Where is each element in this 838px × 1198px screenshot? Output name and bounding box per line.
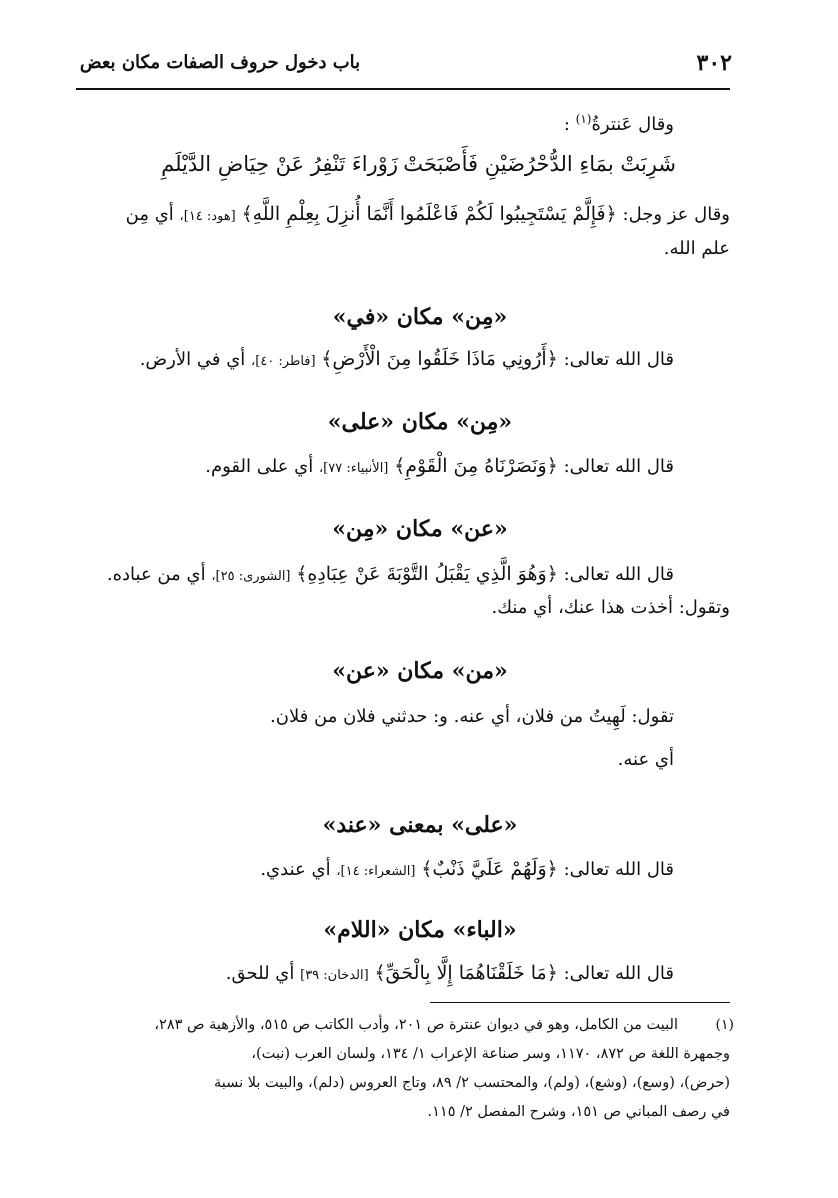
quote-prefix: وقال عز وجل: [622, 204, 730, 225]
quote-suffix: أي للحق. [225, 963, 295, 984]
section-heading: «مِن» مكان «في» [332, 304, 508, 330]
poet-line [564, 112, 674, 135]
section-heading: «من» مكان «عن» [332, 658, 508, 684]
section-heading: «عن» مكان «مِن» [332, 516, 508, 542]
verse-hemistich-second: زَوْراءَ تَنْفِرُ عَنْ حِيَاضِ الدَّيْلَمِ [161, 152, 398, 176]
quran-reference: [هود: ١٤]، [179, 209, 236, 224]
section-text [107, 563, 674, 585]
quote-suffix: أي على القوم. [205, 456, 314, 477]
verse-hemistich-first: شَرِبَتْ بمَاءِ الدُّحْرُضَيْنِ فَأَصْبَحَتْ [403, 152, 676, 176]
header-divider [76, 88, 730, 90]
quote-line-2: علم الله. [663, 238, 730, 259]
quran-reference: [فاطر: ٤٠]، [251, 354, 316, 369]
section-line: أي عنه. [617, 749, 674, 770]
quran-quote: ﴿فَإِلَّمْ يَسْتَجِيبُوا لَكُمْ فَاعْلَمُوا أَنَّمَا أُنزِلَ بِعِلْمِ اللَّهِ﴾ [241, 203, 617, 225]
section-line: تقول: لَهِيتُ من فلان، أي عنه. و: حدثني فلان من فلان. [270, 706, 674, 727]
footnote-number: (١) [715, 1017, 734, 1033]
quran-reference: [الشورى: ٢٥]، [211, 569, 291, 584]
quran-quote: ﴿أَرُونِي مَاذَا خَلَقُوا مِنَ الْأَرْضِ﴾ [321, 348, 558, 370]
footnote-line: وجمهرة اللغة ص ٨٧٢، ١١٧٠، وسر صناعة الإعراب ١/ ١٣٤، ولسان العرب (نبت)، [251, 1046, 730, 1062]
quote-prefix: قال الله تعالى: [563, 859, 674, 880]
quote-suffix: أي مِن [125, 204, 174, 225]
footnote-line: في رصف المباني ص ١٥١، وشرح المفصل ٢/ ١١٥. [427, 1104, 730, 1120]
quran-reference: [الشعراء: ١٤]، [336, 864, 416, 879]
section-text [140, 348, 674, 370]
quote-prefix: قال الله تعالى: [563, 564, 674, 585]
quote-prefix: قال الله تعالى: [563, 963, 674, 984]
section-text [226, 962, 674, 984]
quote-suffix: أي في الأرض. [139, 349, 246, 370]
quote-prefix: قال الله تعالى: [563, 349, 674, 370]
running-title: باب دخول حروف الصفات مكان بعض [79, 52, 361, 73]
section-text [260, 858, 674, 880]
footnote-line: البيت من الكامل، وهو في ديوان عنترة ص ٢٠١، وأدب الكاتب ص ٥١٥، والأزهية ص ٢٨٣، [154, 1017, 678, 1033]
section-extra-line: وتقول: أخذت هذا عنك، أي منك. [491, 597, 730, 618]
quote-prefix: قال الله تعالى: [563, 456, 674, 477]
section-heading: «على» بمعنى «عند» [322, 812, 518, 838]
quran-quote: ﴿وَلَهُمْ عَلَيَّ ذَنْبٌ﴾ [421, 858, 558, 880]
section-heading: «مِن» مكان «على» [327, 409, 513, 435]
footnote-line: (حرض)، (وسع)، (وشع)، (ولم)، والمحتسب ٢/ ٨٩، وتاج العروس (دلم)، والبيت بلا نسبة [213, 1075, 730, 1091]
quran-quote: ﴿وَهُوَ الَّذِي يَقْبَلُ التَّوْبَةَ عَنْ عِبَادِهِ﴾ [296, 563, 558, 585]
quran-quote: ﴿وَنَصَرْنَاهُ مِنَ الْقَوْمِ﴾ [394, 455, 558, 477]
page-number: ٣٠٢ [696, 50, 732, 76]
section-text [205, 455, 674, 477]
quote-suffix: أي من عباده. [106, 564, 206, 585]
footnote-divider [430, 1002, 730, 1003]
poet-line-colon: : [563, 114, 570, 135]
quote-line-1 [126, 203, 730, 225]
quote-suffix: أي عندي. [260, 859, 331, 880]
quran-reference: [الأنبياء: ٧٧]، [318, 461, 389, 476]
quran-reference: [الدخان: ٣٩] [300, 968, 369, 983]
quran-quote: ﴿مَا خَلَقْنَاهُمَا إِلَّا بِالْحَقِّ﴾ [374, 962, 558, 984]
section-heading: «الباء» مكان «اللام» [323, 917, 517, 943]
poet-line-text: وقال عَنترةُ [591, 114, 674, 135]
footnote-marker: (١) [575, 112, 592, 126]
